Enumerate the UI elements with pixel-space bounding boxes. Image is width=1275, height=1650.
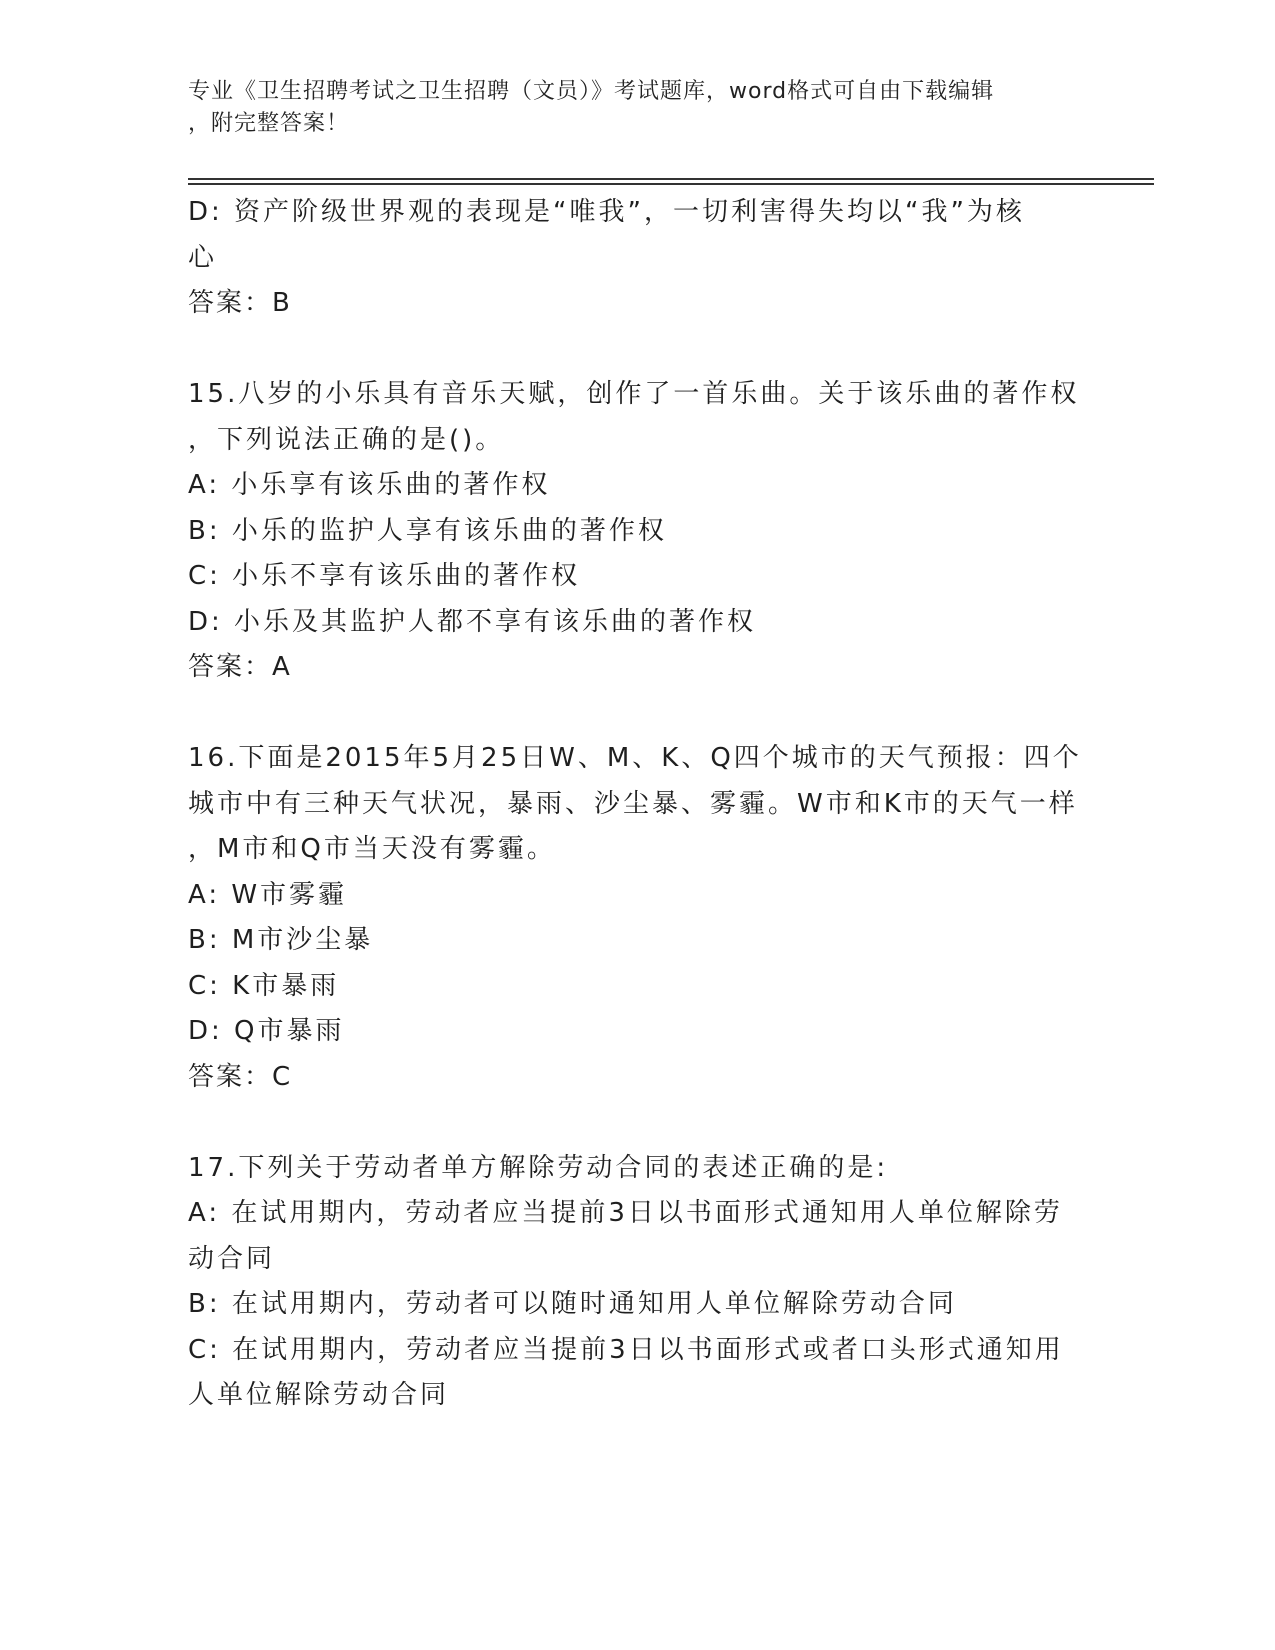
q17-option-c-line-2: 人单位解除劳动合同 xyxy=(188,1380,450,1410)
q15-stem-line-2: ，下列说法正确的是()。 xyxy=(188,424,505,455)
question-16 xyxy=(188,736,1088,1100)
header-divider-top xyxy=(188,178,1154,180)
q17-option-a-line-2: 动合同 xyxy=(188,1243,276,1274)
q15-stem-line-1: 15.八岁的小乐具有音乐天赋，创作了一首乐曲。关于该乐曲的著作权 xyxy=(188,379,1080,409)
q15-option-c: C: 小乐不享有该乐曲的著作权 xyxy=(188,561,581,591)
q17-stem-line-1: 17.下列关于劳动者单方解除劳动合同的表述正确的是: xyxy=(188,1152,889,1183)
q15-option-b: B: 小乐的监护人享有该乐曲的著作权 xyxy=(188,515,667,546)
q17-option-c-line-1: C: 在试用期内，劳动者应当提前3日以书面形式或者口头形式通知用 xyxy=(188,1334,1064,1365)
question-list xyxy=(188,190,1088,1419)
header-line-1: 专业《卫生招聘考试之卫生招聘（文员）》考试题库，word格式可自由下载编辑 xyxy=(188,79,995,104)
q17-option-b: B: 在试用期内，劳动者可以随时通知用人单位解除劳动合同 xyxy=(188,1289,957,1319)
q16-stem-line-3: ，M市和Q市当天没有雾霾。 xyxy=(188,834,556,864)
q15-option-d: D: 小乐及其监护人都不享有该乐曲的著作权 xyxy=(188,606,757,637)
question-15 xyxy=(188,372,1088,691)
q16-stem-line-2: 城市中有三种天气状况，暴雨、沙尘暴、雾霾。W市和K市的天气一样 xyxy=(188,788,1078,819)
q14-answer: 答案：B xyxy=(188,288,292,318)
q14-option-d-line-2: 心 xyxy=(188,242,218,273)
question-17 xyxy=(188,1146,1088,1419)
header-line-2: ，附完整答案！ xyxy=(188,111,350,136)
q16-answer: 答案：C xyxy=(188,1061,293,1092)
document-header xyxy=(188,76,1088,140)
spacer xyxy=(188,327,1088,373)
q17-option-a-line-1: A: 在试用期内，劳动者应当提前3日以书面形式通知用人单位解除劳 xyxy=(188,1198,1063,1228)
q15-option-a: A: 小乐享有该乐曲的著作权 xyxy=(188,470,551,500)
q15-answer: 答案：A xyxy=(188,652,292,682)
q16-option-a: A: W市雾霾 xyxy=(188,879,348,910)
spacer xyxy=(188,1100,1088,1146)
question-14-tail xyxy=(188,190,1088,327)
q16-option-c: C: K市暴雨 xyxy=(188,970,340,1001)
q16-stem-line-1: 16.下面是2015年5月25日W、M、K、Q四个城市的天气预报：四个 xyxy=(188,743,1082,773)
q16-option-d: D: Q市暴雨 xyxy=(188,1016,345,1046)
q16-option-b: B: M市沙尘暴 xyxy=(188,925,374,955)
spacer xyxy=(188,691,1088,737)
q14-option-d-line-1: D: 资产阶级世界观的表现是“唯我”，一切利害得失均以“我”为核 xyxy=(188,197,1025,227)
header-divider-bottom xyxy=(188,183,1154,185)
